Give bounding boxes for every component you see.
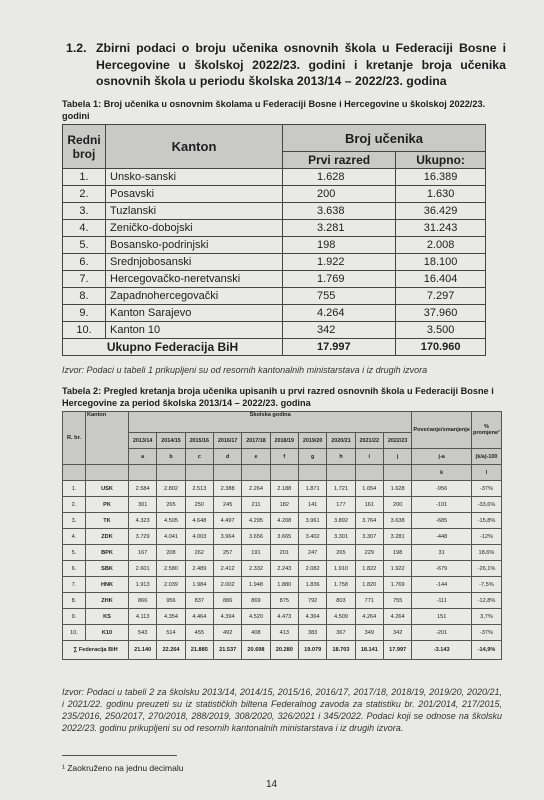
table2-cell-no: 7. (63, 577, 86, 593)
table2-year-header: 2017/18 (242, 433, 270, 449)
table2-cell-value: 2.513 (185, 481, 213, 497)
table1-total-label: Ukupno Federacija BiH (63, 339, 283, 356)
table2-cell-value: 161 (355, 497, 383, 513)
table2-total-value: 19.079 (298, 641, 326, 660)
table2-row (63, 513, 502, 529)
table1-cell-kanton: Zeničko-dobojski (106, 220, 283, 237)
table2-year-header: 2019/20 (298, 433, 326, 449)
table2-cell-pct: -37% (471, 481, 501, 497)
table2-total-value: 21.885 (185, 641, 213, 660)
table1-cell-total: 1.630 (396, 186, 486, 203)
table2-cell-kanton: PK (86, 497, 129, 513)
table1-cell-total: 18.100 (396, 254, 486, 271)
table2-empty-cell (242, 465, 270, 481)
table2-letter-header: j (383, 449, 411, 465)
table2-cell-value: 1.922 (383, 561, 411, 577)
table1-header-group: Broj učenika (283, 125, 486, 152)
table2-cell-value: 265 (157, 497, 185, 513)
table2-cell-change: -956 (412, 481, 472, 497)
table2-cell-pct: -12% (471, 529, 501, 545)
table2-cell-value: 1.880 (270, 577, 298, 593)
table1-cell-total: 2.008 (396, 237, 486, 254)
table2-cell-value: 167 (129, 545, 157, 561)
table2-cell-value: 1.836 (298, 577, 326, 593)
table1-cell-no: 1. (63, 169, 106, 186)
table2-row (63, 577, 502, 593)
table2-cell-value: 211 (242, 497, 270, 513)
table2-cell-kanton: HNK (86, 577, 129, 593)
table1-row (63, 271, 486, 288)
table2-cell-value: 1.822 (355, 561, 383, 577)
table2-year-header: 2020/21 (327, 433, 355, 449)
table2-letter-header: f (270, 449, 298, 465)
table1-row (63, 237, 486, 254)
table2-empty-cell (86, 465, 129, 481)
table2-cell-value: 771 (355, 593, 383, 609)
table2-cell-value: 755 (383, 593, 411, 609)
table2-cell-value: 803 (327, 593, 355, 609)
table2-total-value: 20.280 (270, 641, 298, 660)
table1-cell-first: 200 (283, 186, 396, 203)
table2-header-years: Školska godina (129, 412, 412, 433)
table1-cell-total: 16.389 (396, 169, 486, 186)
table1-cell-total: 36.429 (396, 203, 486, 220)
table2-cell-value: 1.628 (383, 481, 411, 497)
table2-cell-change: -679 (412, 561, 472, 577)
table2-cell-value: 1.871 (298, 481, 326, 497)
table2-cell-kanton: BPK (86, 545, 129, 561)
table2-row (63, 545, 502, 561)
table2-cell-value: 2.388 (213, 481, 241, 497)
table2-cell-no: 6. (63, 561, 86, 577)
table2-cell-value: 866 (129, 593, 157, 609)
table2-cell-value: 2.188 (270, 481, 298, 497)
table2-cell-kanton: ZHK (86, 593, 129, 609)
table2-cell-value: 1.721 (327, 481, 355, 497)
table2-cell-value: 201 (270, 545, 298, 561)
table2-cell-kanton: TK (86, 513, 129, 529)
table2-cell-value: 4.208 (270, 513, 298, 529)
table2-cell-value: 1.758 (327, 577, 355, 593)
table1-cell-kanton: Zapadnohercegovački (106, 288, 283, 305)
table2-year-header: 2022/23 (383, 433, 411, 449)
table2-letter-header: c (185, 449, 213, 465)
table1-row (63, 288, 486, 305)
table2-empty-cell (185, 465, 213, 481)
table2-row (63, 561, 502, 577)
table2-row (63, 529, 502, 545)
table1-cell-no: 2. (63, 186, 106, 203)
table2-cell-value: 4.509 (327, 609, 355, 625)
table2-cell-value: 4.323 (129, 513, 157, 529)
table2-cell-value: 4.264 (355, 609, 383, 625)
table2-row (63, 481, 502, 497)
table2-pct-formula: (k/a)-100 (471, 449, 501, 465)
table2-letter-header: d (213, 449, 241, 465)
table2-empty-cell (383, 465, 411, 481)
table1 (62, 124, 486, 356)
table2-cell-value: 200 (383, 497, 411, 513)
section-number: 1.2. (66, 41, 87, 55)
table2-cell-value: 4.464 (185, 609, 213, 625)
table2-cell-value: 3.964 (213, 529, 241, 545)
table2-total-pct: -14,9% (471, 641, 501, 660)
table1-cell-no: 10. (63, 322, 106, 339)
table2-cell-value: 1.913 (129, 577, 157, 593)
table1-cell-total: 31.243 (396, 220, 486, 237)
table2-cell-kanton: ZDK (86, 529, 129, 545)
table2 (62, 411, 502, 660)
table2-cell-value: 245 (213, 497, 241, 513)
table1-row (63, 169, 486, 186)
table2-cell-change: -201 (412, 625, 472, 641)
table2-year-header: 2014/15 (157, 433, 185, 449)
table2-cell-value: 2.601 (129, 561, 157, 577)
table2-cell-value: 2.412 (213, 561, 241, 577)
table1-cell-first: 3.281 (283, 220, 396, 237)
table2-cell-no: 4. (63, 529, 86, 545)
table2-cell-value: 413 (270, 625, 298, 641)
table2-cell-no: 1. (63, 481, 86, 497)
table2-row (63, 497, 502, 513)
table2-empty-cell (157, 465, 185, 481)
table2-cell-value: 262 (185, 545, 213, 561)
table2-caption: Tabela 2: Pregled kretanja broja učenika upisanih u prvi razred osnovnih škola u Federaciji Bosne i Hercegovine za period školska 2013/14 – 2022/23. godina (62, 386, 494, 408)
table2-empty-cell (129, 465, 157, 481)
table2-letter-header: a (129, 449, 157, 465)
table1-cell-first: 4.264 (283, 305, 396, 322)
table2-cell-value: 198 (383, 545, 411, 561)
table1-cell-first: 1.922 (283, 254, 396, 271)
table2-cell-pct: 3,7% (471, 609, 501, 625)
table1-cell-kanton: Tuzlanski (106, 203, 283, 220)
table2-cell-value: 4.497 (213, 513, 241, 529)
section-heading-text: Zbirni podaci o broju učenika osnovnih škola u Federaciji Bosne i Hercegovine u školskoj 2022/23. godini i kretanje broja učenika osnovnih škola u periodu školska 2013/14 – 2022/23. godina (96, 41, 506, 88)
table2-header-pct: % promjene¹ (471, 412, 501, 449)
section-heading (66, 40, 506, 90)
table2-total-row (63, 641, 502, 660)
table2-cell-value: 455 (185, 625, 213, 641)
table2-year-header: 2013/14 (129, 433, 157, 449)
table2-empty-cell (355, 465, 383, 481)
page-number: 14 (266, 779, 278, 790)
table2-cell-value: 2.002 (213, 577, 241, 593)
table1-header-total: Ukupno: (396, 152, 486, 169)
table2-total-value: 18.703 (327, 641, 355, 660)
table2-change-letter: k (412, 465, 472, 481)
table2-cell-change: -448 (412, 529, 472, 545)
table1-total-row (63, 339, 486, 356)
table2-cell-value: 3.301 (327, 529, 355, 545)
table2-cell-value: 4.364 (298, 609, 326, 625)
table1-cell-no: 8. (63, 288, 106, 305)
table2-empty-cell (327, 465, 355, 481)
table2-cell-value: 247 (298, 545, 326, 561)
table2-cell-value: 837 (185, 593, 213, 609)
table2-cell-pct: -33,6% (471, 497, 501, 513)
table2-cell-value: 2.580 (157, 561, 185, 577)
table1-cell-no: 6. (63, 254, 106, 271)
table2-letter-header: g (298, 449, 326, 465)
footnote-rule (62, 755, 177, 756)
table2-cell-change: -111 (412, 593, 472, 609)
table2-cell-value: 4.648 (185, 513, 213, 529)
table2-pct-letter: l (471, 465, 501, 481)
table2-cell-value: 383 (298, 625, 326, 641)
table2-empty-cell (270, 465, 298, 481)
table2-cell-change: 31 (412, 545, 472, 561)
table1-cell-total: 7.297 (396, 288, 486, 305)
table2-letter-header: i (355, 449, 383, 465)
table2-cell-value: 492 (213, 625, 241, 641)
table2-cell-value: 886 (213, 593, 241, 609)
table1-caption: Tabela 1: Broj učenika u osnovnim školama u Federaciji Bosne i Hercegovine u školskoj 2022/23. godini (62, 99, 486, 121)
table2-cell-value: 1.984 (185, 577, 213, 593)
table2-cell-pct: -26,1% (471, 561, 501, 577)
table2-cell-value: 2.082 (298, 561, 326, 577)
table2-cell-value: 4.354 (157, 609, 185, 625)
table2-cell-value: 3.656 (242, 529, 270, 545)
table1-cell-kanton: Bosansko-podrinjski (106, 237, 283, 254)
table2-cell-pct: 18,6% (471, 545, 501, 561)
table2-cell-value: 3.665 (270, 529, 298, 545)
table2-cell-value: 3.638 (383, 513, 411, 529)
table1-cell-kanton: Kanton 10 (106, 322, 283, 339)
table2-total-value: 22.264 (157, 641, 185, 660)
table2-cell-no: 3. (63, 513, 86, 529)
table2-cell-pct: -15,8% (471, 513, 501, 529)
table1-cell-kanton: Unsko-sanski (106, 169, 283, 186)
table2-cell-value: 2.264 (242, 481, 270, 497)
table2-row (63, 625, 502, 641)
table2-cell-value: 4.520 (242, 609, 270, 625)
table2-cell-value: 1.654 (355, 481, 383, 497)
table2-cell-change: -685 (412, 513, 472, 529)
table2-cell-value: 141 (298, 497, 326, 513)
table2-cell-value: 956 (157, 593, 185, 609)
table1-cell-no: 3. (63, 203, 106, 220)
table2-row (63, 593, 502, 609)
table1-cell-first: 1.628 (283, 169, 396, 186)
table1-cell-kanton: Srednjobosanski (106, 254, 283, 271)
table2-cell-value: 250 (185, 497, 213, 513)
table1-row (63, 220, 486, 237)
table2-cell-value: 3.281 (383, 529, 411, 545)
table2-cell-value: 342 (383, 625, 411, 641)
table1-cell-total: 3.500 (396, 322, 486, 339)
table2-cell-value: 4.295 (242, 513, 270, 529)
table1-row (63, 305, 486, 322)
table2-cell-value: 1.910 (327, 561, 355, 577)
table1-cell-first: 198 (283, 237, 396, 254)
table2-cell-change: -101 (412, 497, 472, 513)
table1-row (63, 254, 486, 271)
table1-row (63, 322, 486, 339)
table2-cell-no: 9. (63, 609, 86, 625)
table2-cell-value: 4.505 (157, 513, 185, 529)
table2-cell-value: 3.961 (298, 513, 326, 529)
table2-cell-value: 191 (242, 545, 270, 561)
table2-cell-value: 792 (298, 593, 326, 609)
table1-header-first: Prvi razred (283, 152, 396, 169)
table1-source: Izvor: Podaci u tabeli 1 prikupljeni su od resornih kantonalnih ministarstava i iz drugih izvora (62, 365, 428, 375)
table2-header-kanton: Kanton (86, 412, 129, 465)
table2-cell-value: 1.769 (383, 577, 411, 593)
table2-cell-value: 2.802 (157, 481, 185, 497)
table2-year-header: 2016/17 (213, 433, 241, 449)
table2-change-formula: j-a (412, 449, 472, 465)
table2-total-value: 17.997 (383, 641, 411, 660)
table2-cell-value: 2.489 (185, 561, 213, 577)
table2-cell-value: 2.243 (270, 561, 298, 577)
table2-letter-header: h (327, 449, 355, 465)
table2-cell-pct: -12,8% (471, 593, 501, 609)
table2-cell-kanton: SBK (86, 561, 129, 577)
table1-header-no: Redni broj (63, 125, 106, 169)
table2-cell-value: 4.041 (157, 529, 185, 545)
table2-cell-value: 869 (242, 593, 270, 609)
table2-empty-cell (213, 465, 241, 481)
table2-total-change: -3.143 (412, 641, 472, 660)
table2-cell-value: 229 (355, 545, 383, 561)
table2-cell-value: 265 (327, 545, 355, 561)
table2-cell-value: 3.892 (327, 513, 355, 529)
table1-cell-first: 342 (283, 322, 396, 339)
table2-letter-row (63, 465, 502, 481)
footnote: ¹ Zaokruženo na jednu decimalu (62, 763, 184, 773)
table2-cell-value: 1.820 (355, 577, 383, 593)
table2-cell-value: 4.113 (129, 609, 157, 625)
table2-cell-value: 4.264 (383, 609, 411, 625)
table2-cell-kanton: K10 (86, 625, 129, 641)
table2-cell-pct: -7,5% (471, 577, 501, 593)
table2-total-value: 21.537 (213, 641, 241, 660)
table2-cell-value: 875 (270, 593, 298, 609)
table2-cell-value: 367 (327, 625, 355, 641)
table2-year-header: 2015/16 (185, 433, 213, 449)
table2-cell-value: 4.394 (213, 609, 241, 625)
table2-cell-change: 151 (412, 609, 472, 625)
table1-cell-first: 755 (283, 288, 396, 305)
table2-header-rbr: R. br. (63, 412, 86, 465)
table2-cell-no: 8. (63, 593, 86, 609)
table2-cell-value: 2.039 (157, 577, 185, 593)
table1-cell-no: 4. (63, 220, 106, 237)
table1-total-first: 17.997 (283, 339, 396, 356)
table2-cell-value: 3.402 (298, 529, 326, 545)
table1-header-kanton: Kanton (106, 125, 283, 169)
table2-total-value: 21.140 (129, 641, 157, 660)
table2-cell-value: 208 (157, 545, 185, 561)
table2-empty-cell (63, 465, 86, 481)
table2-cell-no: 10. (63, 625, 86, 641)
table2-cell-value: 301 (129, 497, 157, 513)
table2-cell-kanton: USK (86, 481, 129, 497)
table2-cell-value: 3.307 (355, 529, 383, 545)
table2-cell-value: 182 (270, 497, 298, 513)
table1-cell-total: 16.404 (396, 271, 486, 288)
table2-cell-value: 514 (157, 625, 185, 641)
table2-year-header: 2021/22 (355, 433, 383, 449)
table1-cell-first: 3.638 (283, 203, 396, 220)
table2-header-change: Povećanje/smanjenje (412, 412, 472, 449)
table2-cell-value: 543 (129, 625, 157, 641)
table2-cell-change: -144 (412, 577, 472, 593)
table1-cell-kanton: Kanton Sarajevo (106, 305, 283, 322)
table2-cell-value: 2.584 (129, 481, 157, 497)
table2-total-label: ∑ Federacija BiH (63, 641, 129, 660)
table1-cell-kanton: Hercegovačko-neretvanski (106, 271, 283, 288)
table1-cell-no: 7. (63, 271, 106, 288)
table2-cell-no: 5. (63, 545, 86, 561)
table2-total-value: 18.141 (355, 641, 383, 660)
table1-cell-no: 9. (63, 305, 106, 322)
table2-cell-value: 2.332 (242, 561, 270, 577)
table2-row (63, 609, 502, 625)
table2-cell-kanton: KS (86, 609, 129, 625)
table2-cell-value: 1.948 (242, 577, 270, 593)
table2-cell-value: 257 (213, 545, 241, 561)
table2-cell-value: 177 (327, 497, 355, 513)
table2-letter-header: b (157, 449, 185, 465)
table2-cell-no: 2. (63, 497, 86, 513)
table2-cell-value: 4.473 (270, 609, 298, 625)
table2-year-header: 2018/19 (270, 433, 298, 449)
table2-cell-value: 408 (242, 625, 270, 641)
table1-cell-total: 37.960 (396, 305, 486, 322)
table1-row (63, 203, 486, 220)
table1-cell-no: 5. (63, 237, 106, 254)
table2-source: Izvor: Podaci u tabeli 2 za školsku 2013/14, 2014/15, 2015/16, 2016/17, 2017/18, 2018/19, 2019/20, 2020/21, i 2021/22. godinu preuzeti su iz statističkih biltena Federalnog zavoda za statistiku br. 201/2014, 217/2015, 235/2016, 250/2017, 270/2018, 288/2019, 308/2020, 326/2021 i 345/2022. Podaci koji se odnose na školsku 2022/23. godinu prikupljeni su od resornih kantonalnih ministarstava i iz drugih izvora. (62, 687, 502, 733)
table2-cell-pct: -37% (471, 625, 501, 641)
table1-cell-first: 1.769 (283, 271, 396, 288)
table2-total-value: 20.698 (242, 641, 270, 660)
table1-row (63, 186, 486, 203)
table2-cell-value: 3.764 (355, 513, 383, 529)
table2-letter-header: e (242, 449, 270, 465)
table2-empty-cell (298, 465, 326, 481)
table2-cell-value: 4.003 (185, 529, 213, 545)
table1-cell-kanton: Posavski (106, 186, 283, 203)
table2-cell-value: 349 (355, 625, 383, 641)
table1-total-total: 170.960 (396, 339, 486, 356)
table2-cell-value: 3.729 (129, 529, 157, 545)
